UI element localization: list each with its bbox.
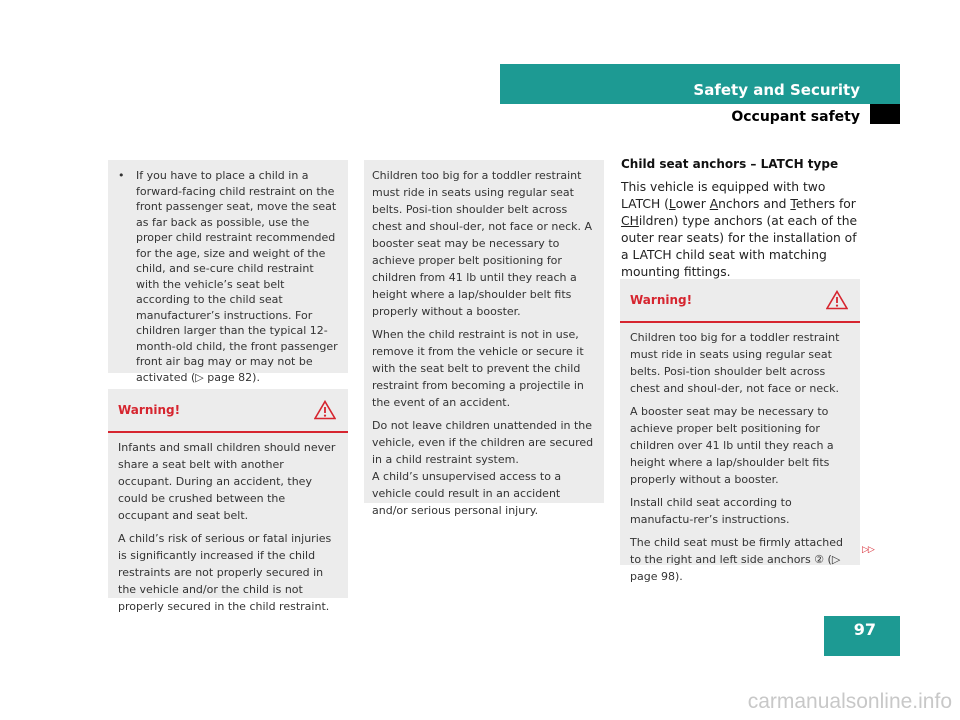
latch-heading: Child seat anchors – LATCH type	[621, 157, 839, 171]
bullet-icon: •	[118, 169, 125, 182]
latch-acronym-letter: T	[790, 197, 796, 211]
warning-box-latch	[620, 279, 860, 583]
warning-paragraph: Infants and small children should never share a seat belt with another occupant. During an accident, they could be crushed between the occupant and seat belt.	[118, 441, 336, 522]
section-title: Safety and Security	[693, 81, 860, 99]
warning-paragraph: Children too big for a toddler restraint must ride in seats using regular seat belts. Posi-tion shoulder belt across chest and shoul-der, not face or neck.	[630, 331, 840, 395]
latch-intro-text: ethers for	[795, 197, 856, 211]
child-seat-bullet-box	[108, 160, 348, 384]
continue-arrows-icon: ▷▷	[862, 545, 874, 555]
info-paragraph: When the child restraint is not in use, remove it from the vehicle or secure it with the seat belt to prevent the child restraint from becoming a projectile in the event of an accident.	[372, 328, 584, 409]
warning-paragraph: The child seat must be firmly attached to the right and left side anchors ② (▷ page 98).	[630, 536, 844, 583]
warning-paragraph: A child’s risk of serious or fatal injuries is significantly increased if the child restraints are not properly secured in the vehicle and/or the child is not properly secured in the child restraint.	[118, 532, 332, 613]
warning-header	[620, 279, 860, 323]
warning-paragraph: Install child seat according to manufactu-rer’s instructions.	[630, 496, 792, 526]
latch-section	[621, 155, 866, 281]
warning-body	[620, 323, 860, 597]
warning-header	[108, 389, 348, 433]
latch-acronym-letter: CH	[621, 214, 639, 228]
warning-body	[108, 433, 348, 627]
latch-intro-text: nchors and	[718, 197, 791, 211]
warning-paragraph: A booster seat may be necessary to achieve proper belt positioning for children over 41 lb until they reach a height where a lap/shoulder belt fits properly without a booster.	[630, 405, 834, 486]
warning-label: Warning!	[118, 403, 181, 417]
warning-triangle-icon	[826, 290, 848, 310]
latch-acronym-letter: L	[668, 197, 676, 211]
watermark: carmanualsonline.info	[747, 690, 952, 713]
latch-acronym-letter: A	[709, 197, 719, 211]
info-paragraph: Do not leave children unattended in the vehicle, even if the children are secured in a child restraint system. A child’s unsupervised access to a vehicle could result in an accident and/or serious personal injury.	[372, 419, 594, 517]
warning-label: Warning!	[630, 293, 693, 307]
bullet-item	[118, 168, 338, 385]
bullet-text: If you have to place a child in a forward-facing child restraint on the front passenger seat, move the seat as far back as possible, use the proper child restraint recommended for the age, size and weight of the child, and se-cure child restraint with the vehicle’s seat belt according to the child seat manufacturer’s instructions. For children larger than the typical 12-month-old child, the front passenger front air bag may or may not be activated (▷ page 82).	[136, 169, 338, 384]
warning-box-infants	[108, 389, 348, 613]
subsection-title: Occupant safety	[731, 109, 860, 125]
child-restraint-info-box	[364, 160, 604, 517]
latch-intro-text: This vehicle is equipped with two LATCH (	[621, 180, 826, 211]
latch-intro	[621, 179, 866, 281]
page-number: 97	[853, 620, 876, 639]
header-tab-marker	[870, 104, 900, 124]
info-paragraph: Children too big for a toddler restraint must ride in seats using regular seat belts. Posi-tion shoulder belt across chest and shoul-der, not face or neck. A booster seat may be necessary to achieve proper belt positioning for children from 41 lb until they reach a height where a lap/shoulder belt fits properly without a booster.	[372, 169, 593, 318]
latch-intro-text: ildren) type anchors (at each of the outer rear seats) for the installation of a LATCH child seat with matching mounting fittings.	[621, 214, 858, 279]
latch-intro-text: ower	[675, 197, 710, 211]
warning-triangle-icon	[314, 400, 336, 420]
